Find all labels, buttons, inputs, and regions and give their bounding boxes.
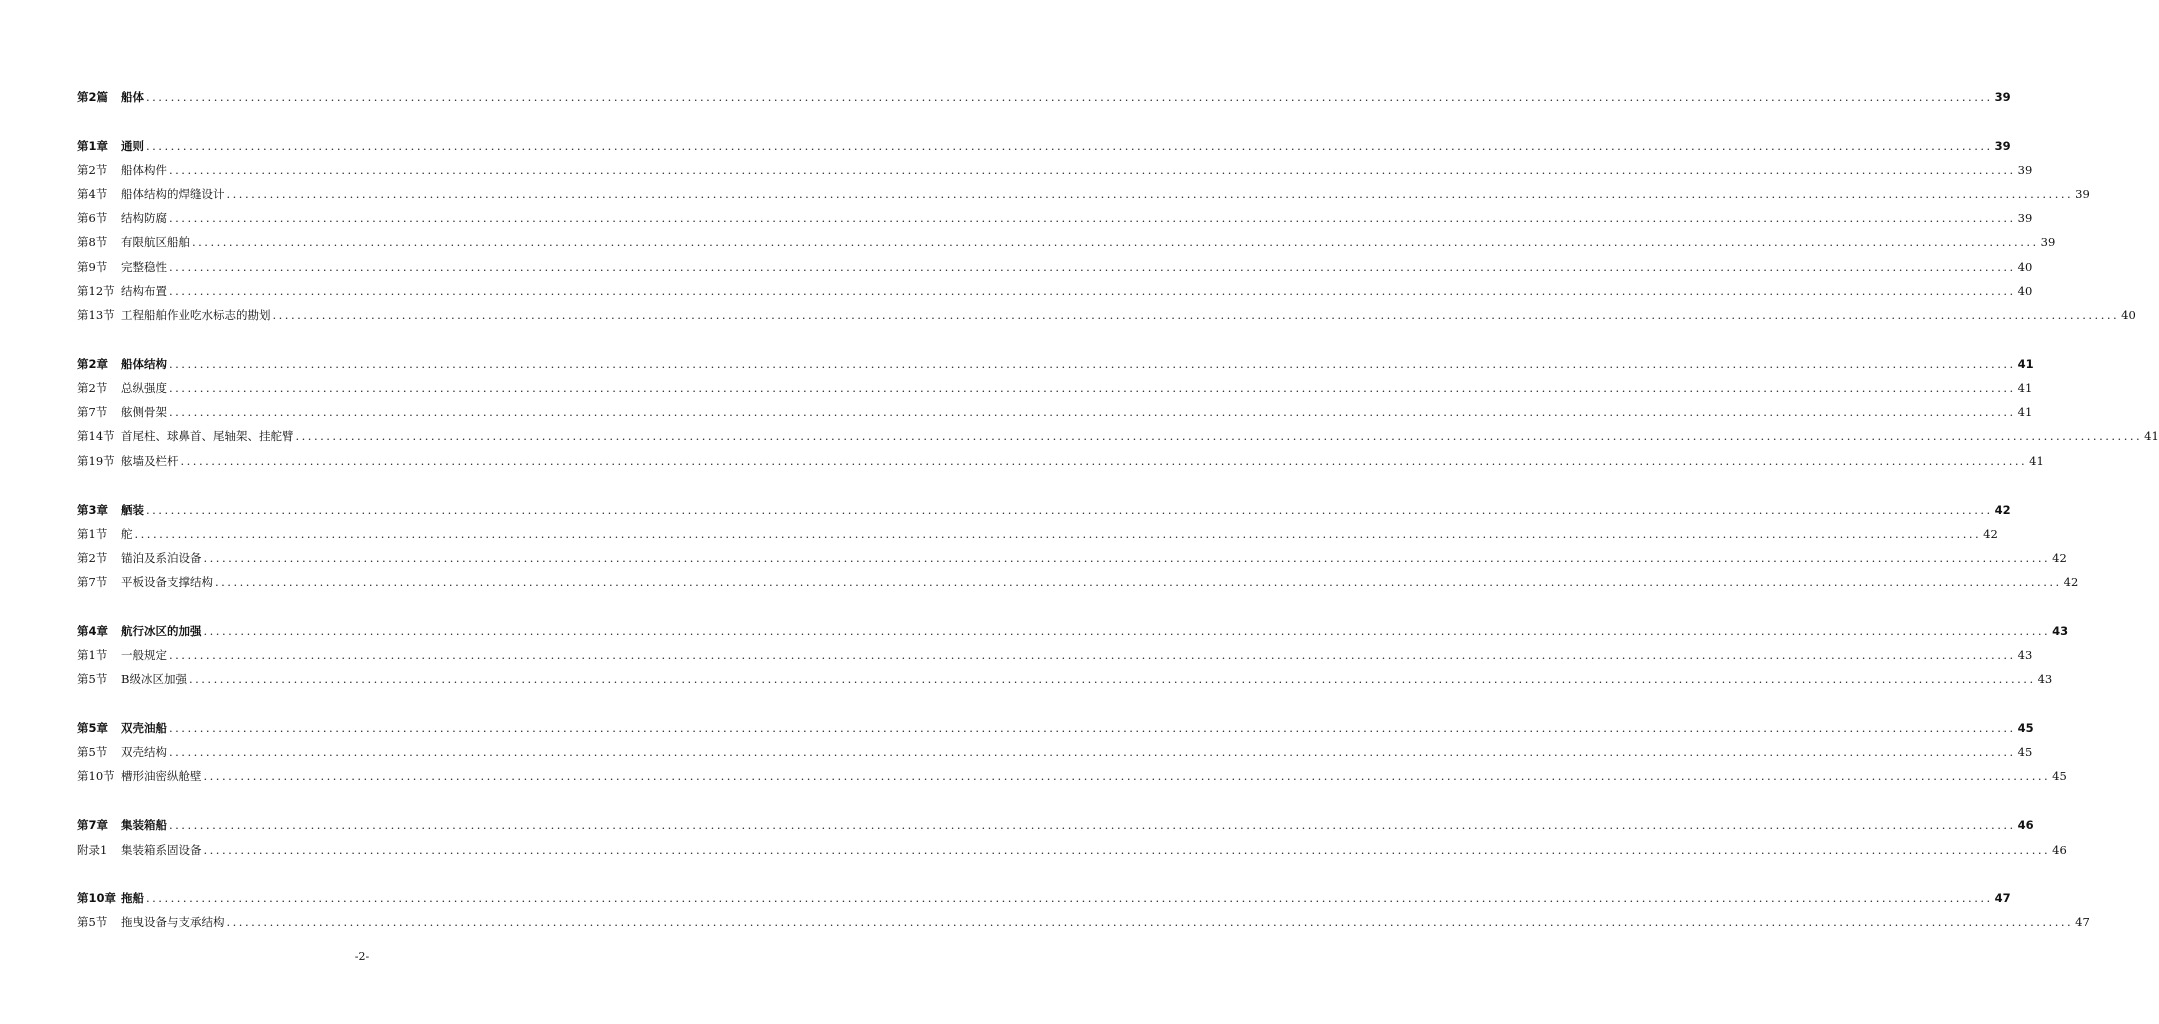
toc-leader-dots: ............................................................................................................................................................................................................................................................................................................ (192, 235, 2039, 249)
toc-title: 航行冰区的加强 (121, 624, 202, 638)
toc-entry (121, 89, 2011, 105)
toc-leader-dots: ............................................................................................................................................................................................................................................................................................................ (146, 139, 1993, 153)
toc-row (77, 502, 2011, 518)
toc-row (77, 842, 2067, 858)
toc-title: 结构防腐 (121, 211, 167, 225)
toc-leader-dots: ............................................................................................................................................................................................................................................................................................................ (226, 915, 2074, 929)
toc-entry (121, 768, 2067, 784)
toc-section-number: 第2节 (77, 551, 108, 565)
toc-page-number: 39 (1994, 139, 2011, 153)
toc-leader-dots: ............................................................................................................................................................................................................................................................................................................ (169, 163, 2016, 177)
toc-section-number: 第2章 (77, 357, 109, 371)
toc-title: 平板设备支撑结构 (121, 575, 213, 589)
toc-section-number: 第2篇 (77, 90, 109, 104)
toc-entry (121, 623, 2069, 639)
toc-leader-dots: ............................................................................................................................................................................................................................................................................................................ (146, 503, 1993, 517)
toc-entry (121, 914, 2090, 930)
toc-page-number: 46 (2052, 843, 2067, 857)
toc-title: 舷侧骨架 (121, 405, 167, 419)
toc-entry (121, 404, 2033, 420)
toc-section-number: 第4节 (77, 187, 108, 201)
toc-title: 有限航区船舶 (121, 235, 190, 249)
toc-section-number: 第19节 (77, 454, 115, 468)
toc-row (77, 428, 2159, 444)
toc-section-number: 第13节 (77, 308, 115, 322)
toc-section-number: 第14节 (77, 429, 115, 443)
toc-entry (121, 162, 2033, 178)
toc-leader-dots: ............................................................................................................................................................................................................................................................................................................ (215, 575, 2062, 589)
toc-section-number: 第1节 (77, 648, 108, 662)
toc-section-number: 第5节 (77, 745, 108, 759)
toc-row (77, 550, 2067, 566)
toc-entry (121, 720, 2034, 736)
toc-section-number: 第4章 (77, 624, 109, 638)
toc-page-number: 43 (2017, 648, 2033, 662)
toc-row (77, 259, 2033, 275)
toc-section-number: 第7节 (77, 405, 108, 419)
toc-row (77, 914, 2090, 930)
toc-page-number: 47 (1994, 891, 2011, 905)
toc-entry (121, 550, 2067, 566)
toc-title: 船体结构 (121, 357, 167, 371)
toc-page-number: 39 (2075, 187, 2090, 201)
toc-row (77, 526, 1998, 542)
toc-section-number: 第1节 (77, 527, 108, 541)
toc-row (77, 234, 2056, 250)
toc-title: 船体结构的焊缝设计 (121, 187, 225, 201)
toc-leader-dots: ............................................................................................................................................................................................................................................................................................................ (169, 405, 2016, 419)
toc-section-number: 第7节 (77, 575, 108, 589)
toc-title: 拖曳设备与支承结构 (121, 915, 225, 929)
toc-title: 集装箱船 (121, 818, 167, 832)
toc-leader-dots: ............................................................................................................................................................................................................................................................................................................ (272, 308, 2120, 322)
toc-page-number: 40 (2121, 308, 2136, 322)
toc-page-number: 41 (2017, 405, 2033, 419)
toc-section-number: 附录1 (77, 843, 108, 857)
toc-leader-dots: ............................................................................................................................................................................................................................................................................................................ (169, 818, 2016, 832)
toc-leader-dots: ............................................................................................................................................................................................................................................................................................................ (169, 648, 2016, 662)
toc-entry (121, 453, 2044, 469)
toc-row (77, 768, 2067, 784)
toc-leader-dots: ............................................................................................................................................................................................................................................................................................................ (169, 211, 2016, 225)
toc-row (77, 210, 2033, 226)
toc-leader-dots: ............................................................................................................................................................................................................................................................................................................ (169, 284, 2016, 298)
toc-title: 通则 (121, 139, 144, 153)
toc-title: 槽形油密纵舱壁 (121, 769, 202, 783)
toc-title: 船体 (121, 90, 144, 104)
toc-entry (121, 502, 2011, 518)
toc-section-number: 第5节 (77, 915, 108, 929)
toc-row (77, 623, 2069, 639)
toc-leader-dots: ............................................................................................................................................................................................................................................................................................................ (203, 551, 2051, 565)
toc-row (77, 720, 2034, 736)
toc-row (77, 356, 2034, 372)
toc-leader-dots: ............................................................................................................................................................................................................................................................................................................ (169, 721, 2016, 735)
toc-entry (121, 890, 2011, 906)
toc-section-number: 第10节 (77, 769, 115, 783)
toc-title: 锚泊及系泊设备 (121, 551, 202, 565)
toc-page-number: 47 (2075, 915, 2090, 929)
toc-page-number: 41 (2144, 429, 2159, 443)
toc-leader-dots: ............................................................................................................................................................................................................................................................................................................ (180, 454, 2028, 468)
toc-row (77, 380, 2033, 396)
toc-title: 结构布置 (121, 284, 167, 298)
toc-title: B级冰区加强 (121, 672, 187, 686)
toc-leader-dots: ............................................................................................................................................................................................................................................................................................................ (203, 624, 2051, 638)
toc-row (77, 404, 2033, 420)
toc-entry (121, 574, 2079, 590)
toc-row (77, 283, 2033, 299)
toc-leader-dots: ............................................................................................................................................................................................................................................................................................................ (169, 745, 2016, 759)
toc-page-number: 39 (2017, 163, 2033, 177)
toc-title: 拖船 (121, 891, 144, 905)
toc-page-number: 46 (2017, 818, 2034, 832)
toc-page-number: 39 (2017, 211, 2033, 225)
toc-section-number: 第7章 (77, 818, 109, 832)
toc-leader-dots: ............................................................................................................................................................................................................................................................................................................ (146, 891, 1993, 905)
toc-title: 一般规定 (121, 648, 167, 662)
toc-entry (121, 138, 2011, 154)
toc-section-number: 第9节 (77, 260, 108, 274)
toc-page-number: 45 (2017, 745, 2033, 759)
toc-row (77, 647, 2033, 663)
toc-entry (121, 186, 2090, 202)
toc-title: 集装箱系固设备 (121, 843, 202, 857)
toc-row (77, 453, 2044, 469)
toc-page-number: 42 (1983, 527, 1998, 541)
toc-entry (121, 259, 2033, 275)
toc-entry (121, 744, 2033, 760)
toc-entry (121, 526, 1998, 542)
toc-section-number: 第5节 (77, 672, 108, 686)
toc-title: 总纵强度 (121, 381, 167, 395)
toc-section-number: 第6节 (77, 211, 108, 225)
toc-row (77, 817, 2034, 833)
toc-leader-dots: ............................................................................................................................................................................................................................................................................................................ (169, 381, 2016, 395)
toc-section-number: 第5章 (77, 721, 109, 735)
toc-leader-dots: ............................................................................................................................................................................................................................................................................................................ (146, 90, 1993, 104)
toc-section-number: 第3章 (77, 503, 109, 517)
toc-page-number: 41 (2017, 381, 2033, 395)
toc-leader-dots: ............................................................................................................................................................................................................................................................................................................ (295, 429, 2143, 443)
toc-row (77, 89, 2011, 105)
toc-section-number: 第2节 (77, 163, 108, 177)
toc-row (77, 890, 2011, 906)
toc-page-number: 42 (1994, 503, 2011, 517)
toc-section-number: 第1章 (77, 139, 109, 153)
toc-page-number: 40 (2017, 284, 2033, 298)
toc-section-number: 第8节 (77, 235, 108, 249)
toc-entry (121, 842, 2067, 858)
toc-title: 舵 (121, 527, 133, 541)
toc-page-number: 41 (2029, 454, 2044, 468)
toc-title: 船体构件 (121, 163, 167, 177)
toc-page-number: 42 (2063, 575, 2079, 589)
toc-entry (121, 283, 2033, 299)
toc-row (77, 138, 2011, 154)
toc-leader-dots: ............................................................................................................................................................................................................................................................................................................ (169, 357, 2016, 371)
toc-page-number: 40 (2017, 260, 2033, 274)
toc-entry (121, 380, 2033, 396)
toc-row (77, 186, 2090, 202)
toc-entry (121, 671, 2053, 687)
toc-leader-dots: ............................................................................................................................................................................................................................................................................................................ (188, 672, 2036, 686)
toc-row (77, 744, 2033, 760)
toc-title: 首尾柱、球鼻首、尾轴架、挂舵臂 (121, 429, 294, 443)
toc-leader-dots: ............................................................................................................................................................................................................................................................................................................ (134, 527, 1982, 541)
toc-leader-dots: ............................................................................................................................................................................................................................................................................................................ (203, 769, 2051, 783)
toc-page-number: 39 (1994, 90, 2011, 104)
toc-page-number: 41 (2017, 357, 2034, 371)
toc-leader-dots: ............................................................................................................................................................................................................................................................................................................ (169, 260, 2016, 274)
toc-page-number: 45 (2017, 721, 2034, 735)
toc-page-number: 45 (2052, 769, 2067, 783)
toc-entry (121, 356, 2034, 372)
toc-row (77, 574, 2079, 590)
toc-entry (121, 307, 2136, 323)
toc-page-number: 39 (2040, 235, 2056, 249)
toc-entry (121, 428, 2159, 444)
toc-title: 双壳油船 (121, 721, 167, 735)
toc-entry (121, 210, 2033, 226)
toc-section-number: 第2节 (77, 381, 108, 395)
toc-page-number: 42 (2052, 551, 2067, 565)
page-number: -2- (354, 950, 370, 963)
toc-leader-dots: ............................................................................................................................................................................................................................................................................................................ (226, 187, 2074, 201)
toc-row (77, 307, 2136, 323)
toc-title: 舷墙及栏杆 (121, 454, 179, 468)
toc-entry (121, 234, 2056, 250)
toc-title: 完整稳性 (121, 260, 167, 274)
toc-title: 舾装 (121, 503, 144, 517)
toc-page-number: 43 (2037, 672, 2053, 686)
toc-page-number: 43 (2052, 624, 2069, 638)
toc-section-number: 第10章 (77, 891, 117, 905)
toc-leader-dots: ............................................................................................................................................................................................................................................................................................................ (203, 843, 2051, 857)
toc-row (77, 162, 2033, 178)
toc-row (77, 671, 2053, 687)
toc-section-number: 第12节 (77, 284, 115, 298)
toc-entry (121, 817, 2034, 833)
toc-title: 工程船舶作业吃水标志的勘划 (121, 308, 271, 322)
toc-entry (121, 647, 2033, 663)
toc-title: 双壳结构 (121, 745, 167, 759)
